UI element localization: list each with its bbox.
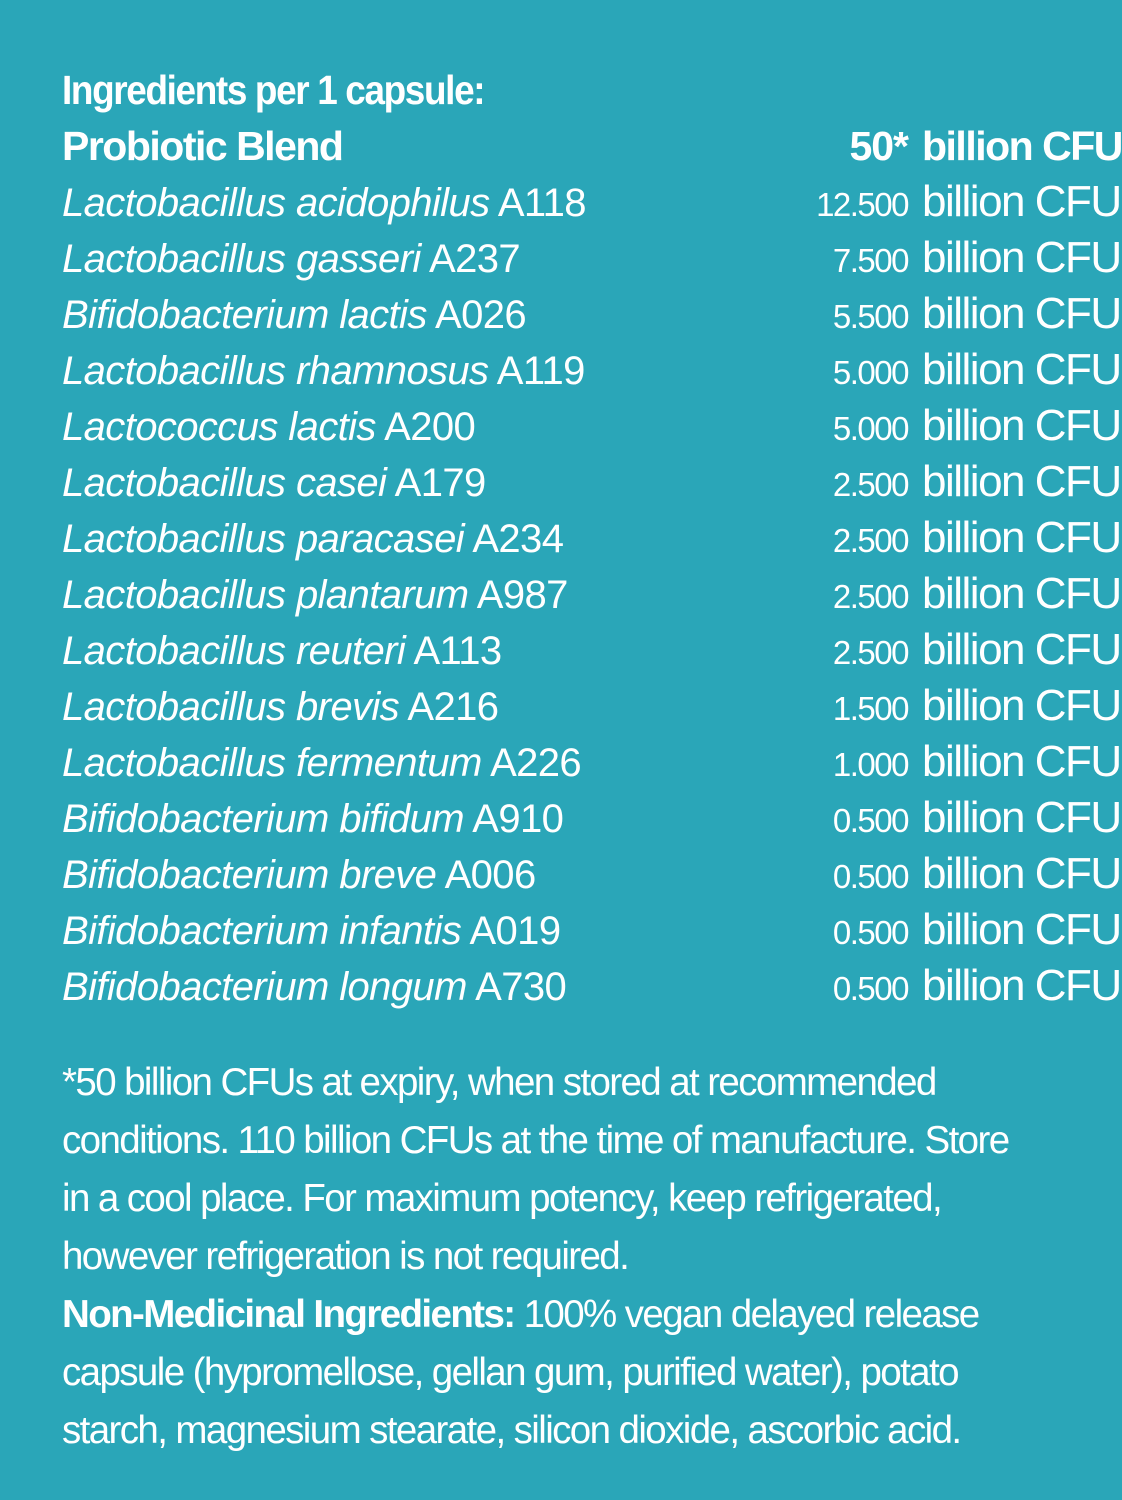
strain-name: [62, 735, 682, 791]
strain-name: [62, 399, 682, 455]
blend-row: [62, 118, 1122, 174]
strain-name: [62, 287, 682, 343]
strain-code: A026: [435, 293, 527, 337]
strain-row: [62, 958, 1121, 1014]
strain-row: [62, 174, 1121, 230]
strain-row: [62, 734, 1121, 790]
strain-unit: billion CFU: [922, 625, 1121, 674]
strain-species: Lactobacillus gasseri: [62, 237, 421, 281]
strain-code: A179: [394, 461, 486, 505]
strain-unit: billion CFU: [922, 345, 1121, 394]
strain-list: [62, 174, 1121, 1014]
strain-name: [62, 231, 682, 287]
strain-name: [62, 567, 682, 623]
strain-species: Bifidobacterium longum: [62, 965, 467, 1009]
strain-species: Lactobacillus plantarum: [62, 573, 469, 617]
strain-row: [62, 510, 1121, 566]
blend-name: Probiotic Blend: [62, 123, 343, 169]
strain-species: Lactobacillus fermentum: [62, 741, 482, 785]
strain-code: A987: [476, 573, 568, 617]
strain-amount: 0.500: [832, 858, 908, 895]
strain-row: [62, 790, 1121, 846]
strain-code: A113: [413, 629, 502, 673]
strain-amount: 7.500: [832, 242, 908, 279]
ingredients-heading: Ingredients per 1 capsule:: [62, 67, 485, 113]
strain-species: Lactobacillus reuteri: [62, 629, 406, 673]
strain-unit: billion CFU: [922, 177, 1121, 226]
footnote: *50 billion CFUs at expiry, when stored at recommended conditions. 110 billion CFUs at the time of manufacture. Store in a cool place. For maximum potency, keep refrigerated, however refrigeration is not required.: [62, 1061, 1009, 1278]
strain-unit: billion CFU: [922, 737, 1121, 786]
strain-species: Bifidobacterium breve: [62, 853, 437, 897]
strain-name: [62, 175, 682, 231]
strain-code: A118: [497, 181, 586, 225]
strain-amount: 2.500: [832, 578, 908, 615]
strain-amount: 0.500: [832, 970, 908, 1007]
strain-row: [62, 902, 1121, 958]
strain-unit: billion CFU: [922, 961, 1121, 1010]
strain-amount: 12.500: [816, 186, 908, 223]
strain-unit: billion CFU: [922, 905, 1121, 954]
strain-row: [62, 678, 1121, 734]
strain-name: [62, 455, 682, 511]
strain-species: Bifidobacterium infantis: [62, 909, 462, 953]
strain-code: A006: [444, 853, 536, 897]
strain-name: [62, 791, 682, 847]
strain-code: A216: [407, 685, 499, 729]
strain-species: Lactobacillus brevis: [62, 685, 400, 729]
strain-species: Lactobacillus paracasei: [62, 517, 465, 561]
strain-row: [62, 286, 1121, 342]
strain-amount: 5.000: [832, 354, 908, 391]
strain-row: [62, 342, 1121, 398]
strain-row: [62, 566, 1121, 622]
strain-species: Lactobacillus casei: [62, 461, 387, 505]
strain-row: [62, 454, 1121, 510]
strain-code: A119: [496, 349, 585, 393]
strain-unit: billion CFU: [922, 233, 1121, 282]
non-medicinal-ingredients: [62, 1286, 1042, 1460]
strain-unit: billion CFU: [922, 457, 1121, 506]
strain-code: A234: [472, 517, 564, 561]
strain-amount: 5.000: [832, 410, 908, 447]
ingredients-table: [62, 118, 1122, 1014]
strain-unit: billion CFU: [922, 289, 1121, 338]
strain-species: Bifidobacterium lactis: [62, 293, 427, 337]
strain-code: A019: [469, 909, 561, 953]
strain-species: Bifidobacterium bifidum: [62, 797, 464, 841]
strain-species: Lactobacillus rhamnosus: [62, 349, 489, 393]
strain-code: A910: [472, 797, 564, 841]
strain-name: [62, 847, 682, 903]
strain-amount: 1.500: [832, 690, 908, 727]
strain-unit: billion CFU: [922, 569, 1121, 618]
non-medicinal-label: Non-Medicinal Ingredients:: [62, 1293, 515, 1336]
strain-row: [62, 398, 1121, 454]
strain-amount: 2.500: [832, 466, 908, 503]
strain-amount: 0.500: [832, 914, 908, 951]
strain-row: [62, 846, 1121, 902]
blend-amount: 50*: [849, 123, 908, 169]
strain-species: Lactobacillus acidophilus: [62, 181, 490, 225]
strain-species: Lactococcus lactis: [62, 405, 376, 449]
strain-amount: 0.500: [832, 802, 908, 839]
strain-unit: billion CFU: [922, 849, 1121, 898]
strain-name: [62, 623, 682, 679]
strain-unit: billion CFU: [922, 401, 1121, 450]
strain-name: [62, 511, 682, 567]
blend-unit: billion CFU: [922, 123, 1122, 169]
strain-amount: 2.500: [832, 634, 908, 671]
strain-amount: 5.500: [832, 298, 908, 335]
strain-row: [62, 230, 1121, 286]
strain-name: [62, 679, 682, 735]
strain-code: A730: [475, 965, 567, 1009]
strain-code: A237: [429, 237, 521, 281]
strain-row: [62, 622, 1121, 678]
strain-name: [62, 343, 682, 399]
strain-unit: billion CFU: [922, 793, 1121, 842]
strain-amount: 2.500: [832, 522, 908, 559]
strain-unit: billion CFU: [922, 681, 1121, 730]
strain-code: A200: [384, 405, 476, 449]
strain-code: A226: [490, 741, 582, 785]
non-medicinal-text: 100% vegan delayed release capsule (hypromellose, gellan gum, purified water), potato starch, magnesium stearate, silicon dioxide, ascorbic acid.: [62, 1293, 979, 1452]
strain-name: [62, 959, 682, 1015]
strain-unit: billion CFU: [922, 513, 1121, 562]
strain-amount: 1.000: [832, 746, 908, 783]
strain-name: [62, 903, 682, 959]
